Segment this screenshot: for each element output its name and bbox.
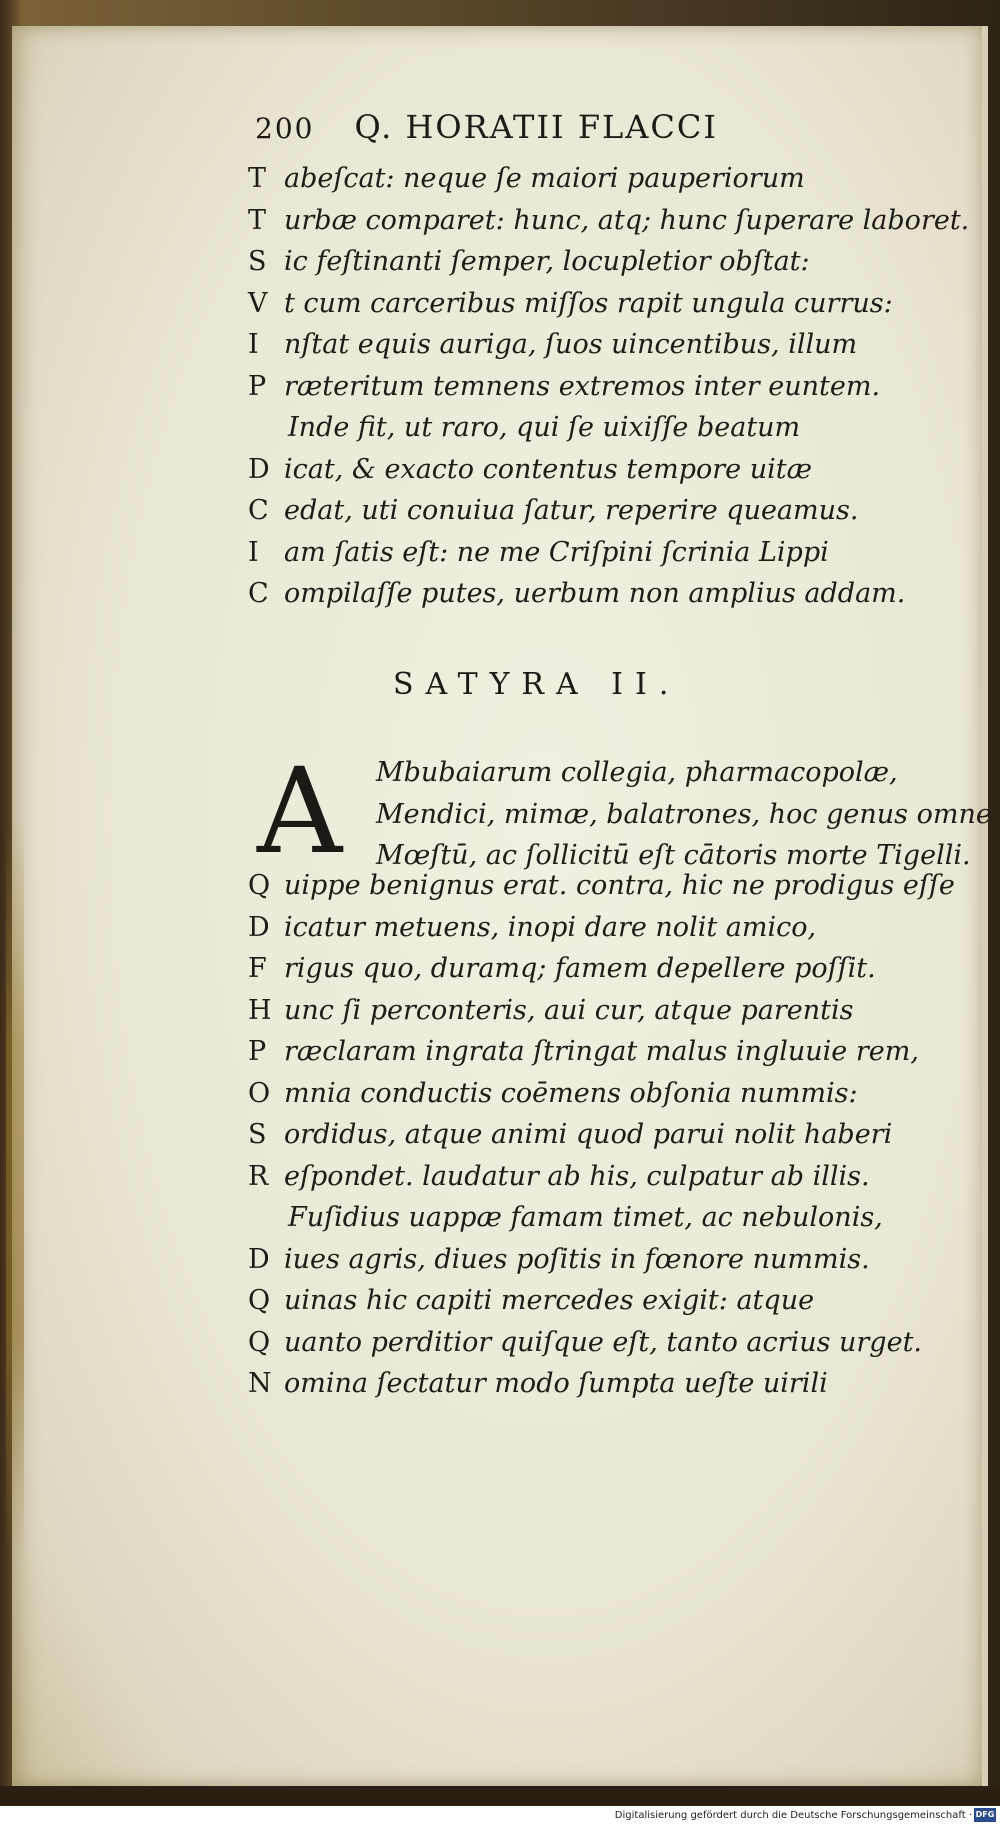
verse-text: ompilaſſe putes, uerbum non amplius addam. bbox=[284, 578, 906, 609]
verse-text: am ſatis eſt: ne me Criſpini ſcrinia Lippi bbox=[284, 536, 829, 568]
verse-initial: T bbox=[248, 163, 267, 194]
verse-text: edat, uti conuiua ſatur, reperire queamus. bbox=[284, 495, 859, 526]
verse-initial: O bbox=[248, 1077, 271, 1109]
verse-initial: P bbox=[248, 1036, 267, 1067]
verse-text: ordidus, atque animi quod parui nolit haberi bbox=[284, 1119, 893, 1150]
verse-initial: V bbox=[248, 287, 268, 319]
verse-text: Inde fit, ut raro, qui ſe uixiſſe beatum bbox=[288, 412, 801, 443]
footer-credit: Digitalisierung gefördert durch die Deutsche Forschungsgemeinschaft · bbox=[614, 1810, 972, 1821]
verse-text: ic feſtinanti ſemper, locupletior obſtat: bbox=[284, 246, 810, 277]
verse-text: mnia conductis coēmens obſonia nummis: bbox=[284, 1077, 858, 1109]
verse-initial: C bbox=[248, 495, 269, 526]
verse-text: uanto perditior quiſque eſt, tanto acrius urget. bbox=[284, 1326, 923, 1358]
verse-text: ræteritum temnens extremos inter euntem. bbox=[284, 370, 881, 402]
verse-initial: I bbox=[248, 329, 259, 360]
verse-initial: R bbox=[248, 1160, 269, 1192]
verse-initial: Q bbox=[248, 1285, 271, 1316]
verse-text: ræclaram ingrata ſtringat malus ingluuie rem, bbox=[284, 1036, 919, 1067]
verse-text: urbæ comparet: hunc, atq; hunc ſuperare laboret. bbox=[284, 204, 970, 236]
verse-text: rigus quo, duramq; famem depellere poſſit. bbox=[284, 953, 876, 984]
verse-text: icat, & exacto contentus tempore uitæ bbox=[284, 453, 812, 485]
verse-initial: T bbox=[248, 204, 267, 236]
verse-text: iues agris, diues poſitis in fœnore nummis. bbox=[284, 1243, 870, 1275]
page-bottom-shadow bbox=[0, 1786, 1000, 1806]
verse-initial: Q bbox=[248, 870, 271, 901]
section-title: SATYRA II. bbox=[393, 667, 681, 702]
verse-initial: P bbox=[248, 370, 267, 402]
verse-text: uinas hic capiti mercedes exigit: atque bbox=[284, 1285, 815, 1316]
verse-initial: I bbox=[248, 536, 259, 568]
verse-text: icatur metuens, inopi dare nolit amico, bbox=[284, 911, 817, 943]
verse-text: Mbubaiarum collegia, pharmacopolæ, bbox=[376, 757, 898, 788]
verse-text: uippe benignus erat. contra, hic ne prodigus eſſe bbox=[284, 870, 955, 901]
verse-text: unc ſi perconteris, aui cur, atque parentis bbox=[284, 994, 854, 1026]
verse-text: eſpondet. laudatur ab his, culpatur ab illis. bbox=[284, 1160, 870, 1192]
verse-initial: H bbox=[248, 994, 272, 1026]
page-number: 200 bbox=[255, 112, 315, 145]
verse-text: Mœſtū, ac ſollicitū eſt cātoris morte Tigelli. bbox=[376, 840, 971, 871]
verse-initial: N bbox=[248, 1368, 272, 1399]
verse-initial: D bbox=[248, 453, 270, 485]
verse-text: t cum carceribus miſſos rapit ungula currus: bbox=[284, 287, 893, 319]
edge-stain bbox=[6, 820, 24, 1560]
verse-text: Fuſidius uappæ famam timet, ac nebulonis, bbox=[288, 1202, 883, 1233]
dfg-logo: DFG bbox=[974, 1808, 996, 1822]
verse-initial: F bbox=[248, 953, 267, 984]
verse-text: Mendici, mimæ, balatrones, hoc genus omne bbox=[376, 798, 992, 830]
verse-initial: D bbox=[248, 911, 270, 943]
verse-initial: S bbox=[248, 1119, 267, 1150]
verse-text: omina ſectatur modo ſumpta ueſte uirili bbox=[284, 1368, 828, 1399]
running-header bbox=[255, 108, 855, 146]
verse-initial: C bbox=[248, 578, 269, 609]
verse-initial: Q bbox=[248, 1326, 271, 1358]
verse-text: abeſcat: neque ſe maiori pauperiorum bbox=[284, 163, 805, 194]
drop-cap: A bbox=[257, 742, 343, 880]
verse-text: nſtat equis auriga, ſuos uincentibus, illum bbox=[284, 329, 858, 360]
running-title: Q. HORATII FLACCI bbox=[354, 108, 718, 146]
verse-initial: D bbox=[248, 1243, 270, 1275]
verse-initial: S bbox=[248, 246, 267, 277]
